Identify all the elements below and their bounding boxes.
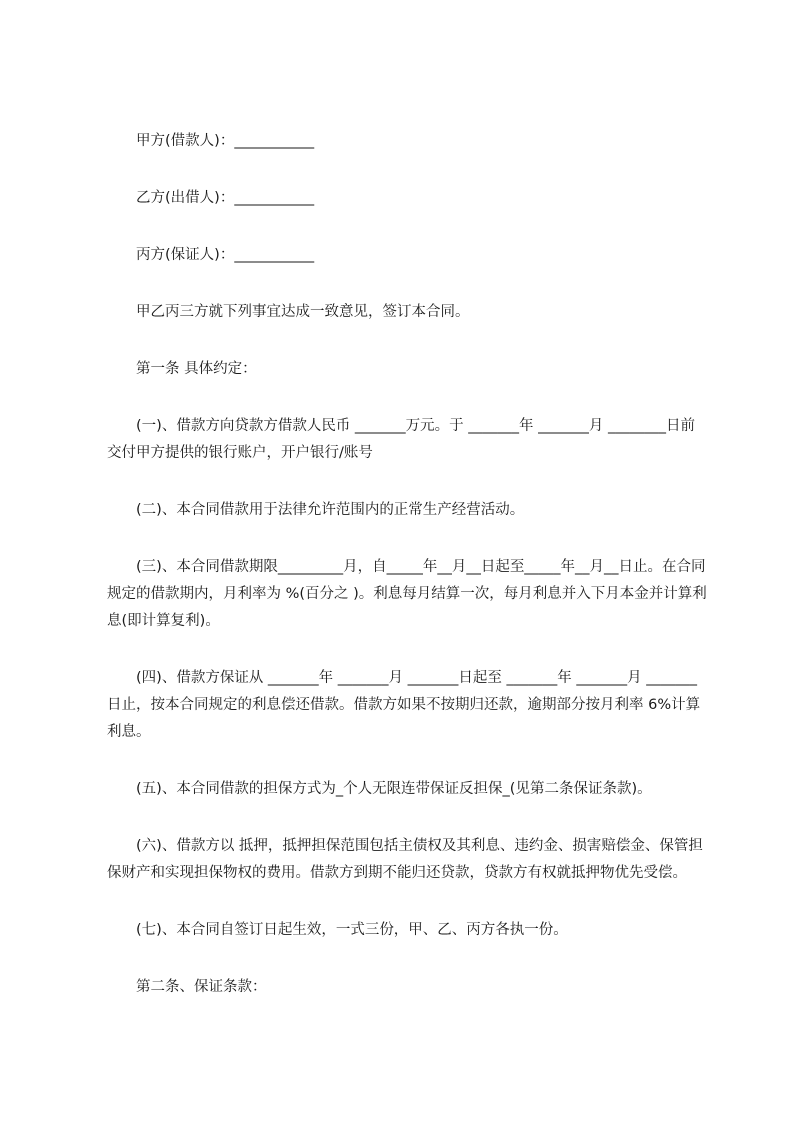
article-1-heading: 第一条 具体约定：	[136, 361, 257, 377]
clause-7: (七)、本合同自签订日起生效，一式三份，甲、乙、丙方各执一份。	[136, 922, 568, 938]
clause-3: (三)、本合同借款期限_________月，自_____年__月__日起至_____年__月__日止。在合同规定的借款期内，月利率为 %(百分之 )。利息每月结算一次，每月利息并入下月本金并计算利息(即计算复利)。	[107, 559, 707, 629]
agreement-intro: 甲乙丙三方就下列事宜达成一致意见，签订本合同。	[136, 304, 470, 320]
article-2-heading: 第二条、保证条款：	[136, 979, 267, 995]
clause-5: (五)、本合同借款的担保方式为_个人无限连带保证反担保_(见第二条保证条款)。	[136, 781, 652, 797]
party-c-line: 丙方(保证人)：___________	[136, 247, 315, 263]
party-a-line: 甲方(借款人)：___________	[136, 133, 315, 149]
contract-body	[107, 128, 707, 1001]
clause-2: (二)、本合同借款用于法律允许范围内的正常生产经营活动。	[136, 502, 525, 518]
clause-6: (六)、借款方以 抵押，抵押担保范围包括主债权及其利息、违约金、损害赔偿金、保管担保财产和实现担保物权的费用。借款方到期不能归还贷款，贷款方有权就抵押物优先受偿。	[107, 838, 703, 881]
clause-4: (四)、借款方保证从 _______年 _______月 _______日起至 _______年 _______月 _______日止，按本合同规定的利息偿还借款。借款方如果不按期归还款，逾期部分按月利率 6%计算利息。	[107, 670, 701, 740]
clause-1: (一)、借款方向贷款方借款人民币 _______万元。于 _______年 _______月 ________日前交付甲方提供的银行账户，开户银行/账号	[107, 418, 695, 461]
party-b-line: 乙方(出借人)：___________	[136, 190, 315, 206]
